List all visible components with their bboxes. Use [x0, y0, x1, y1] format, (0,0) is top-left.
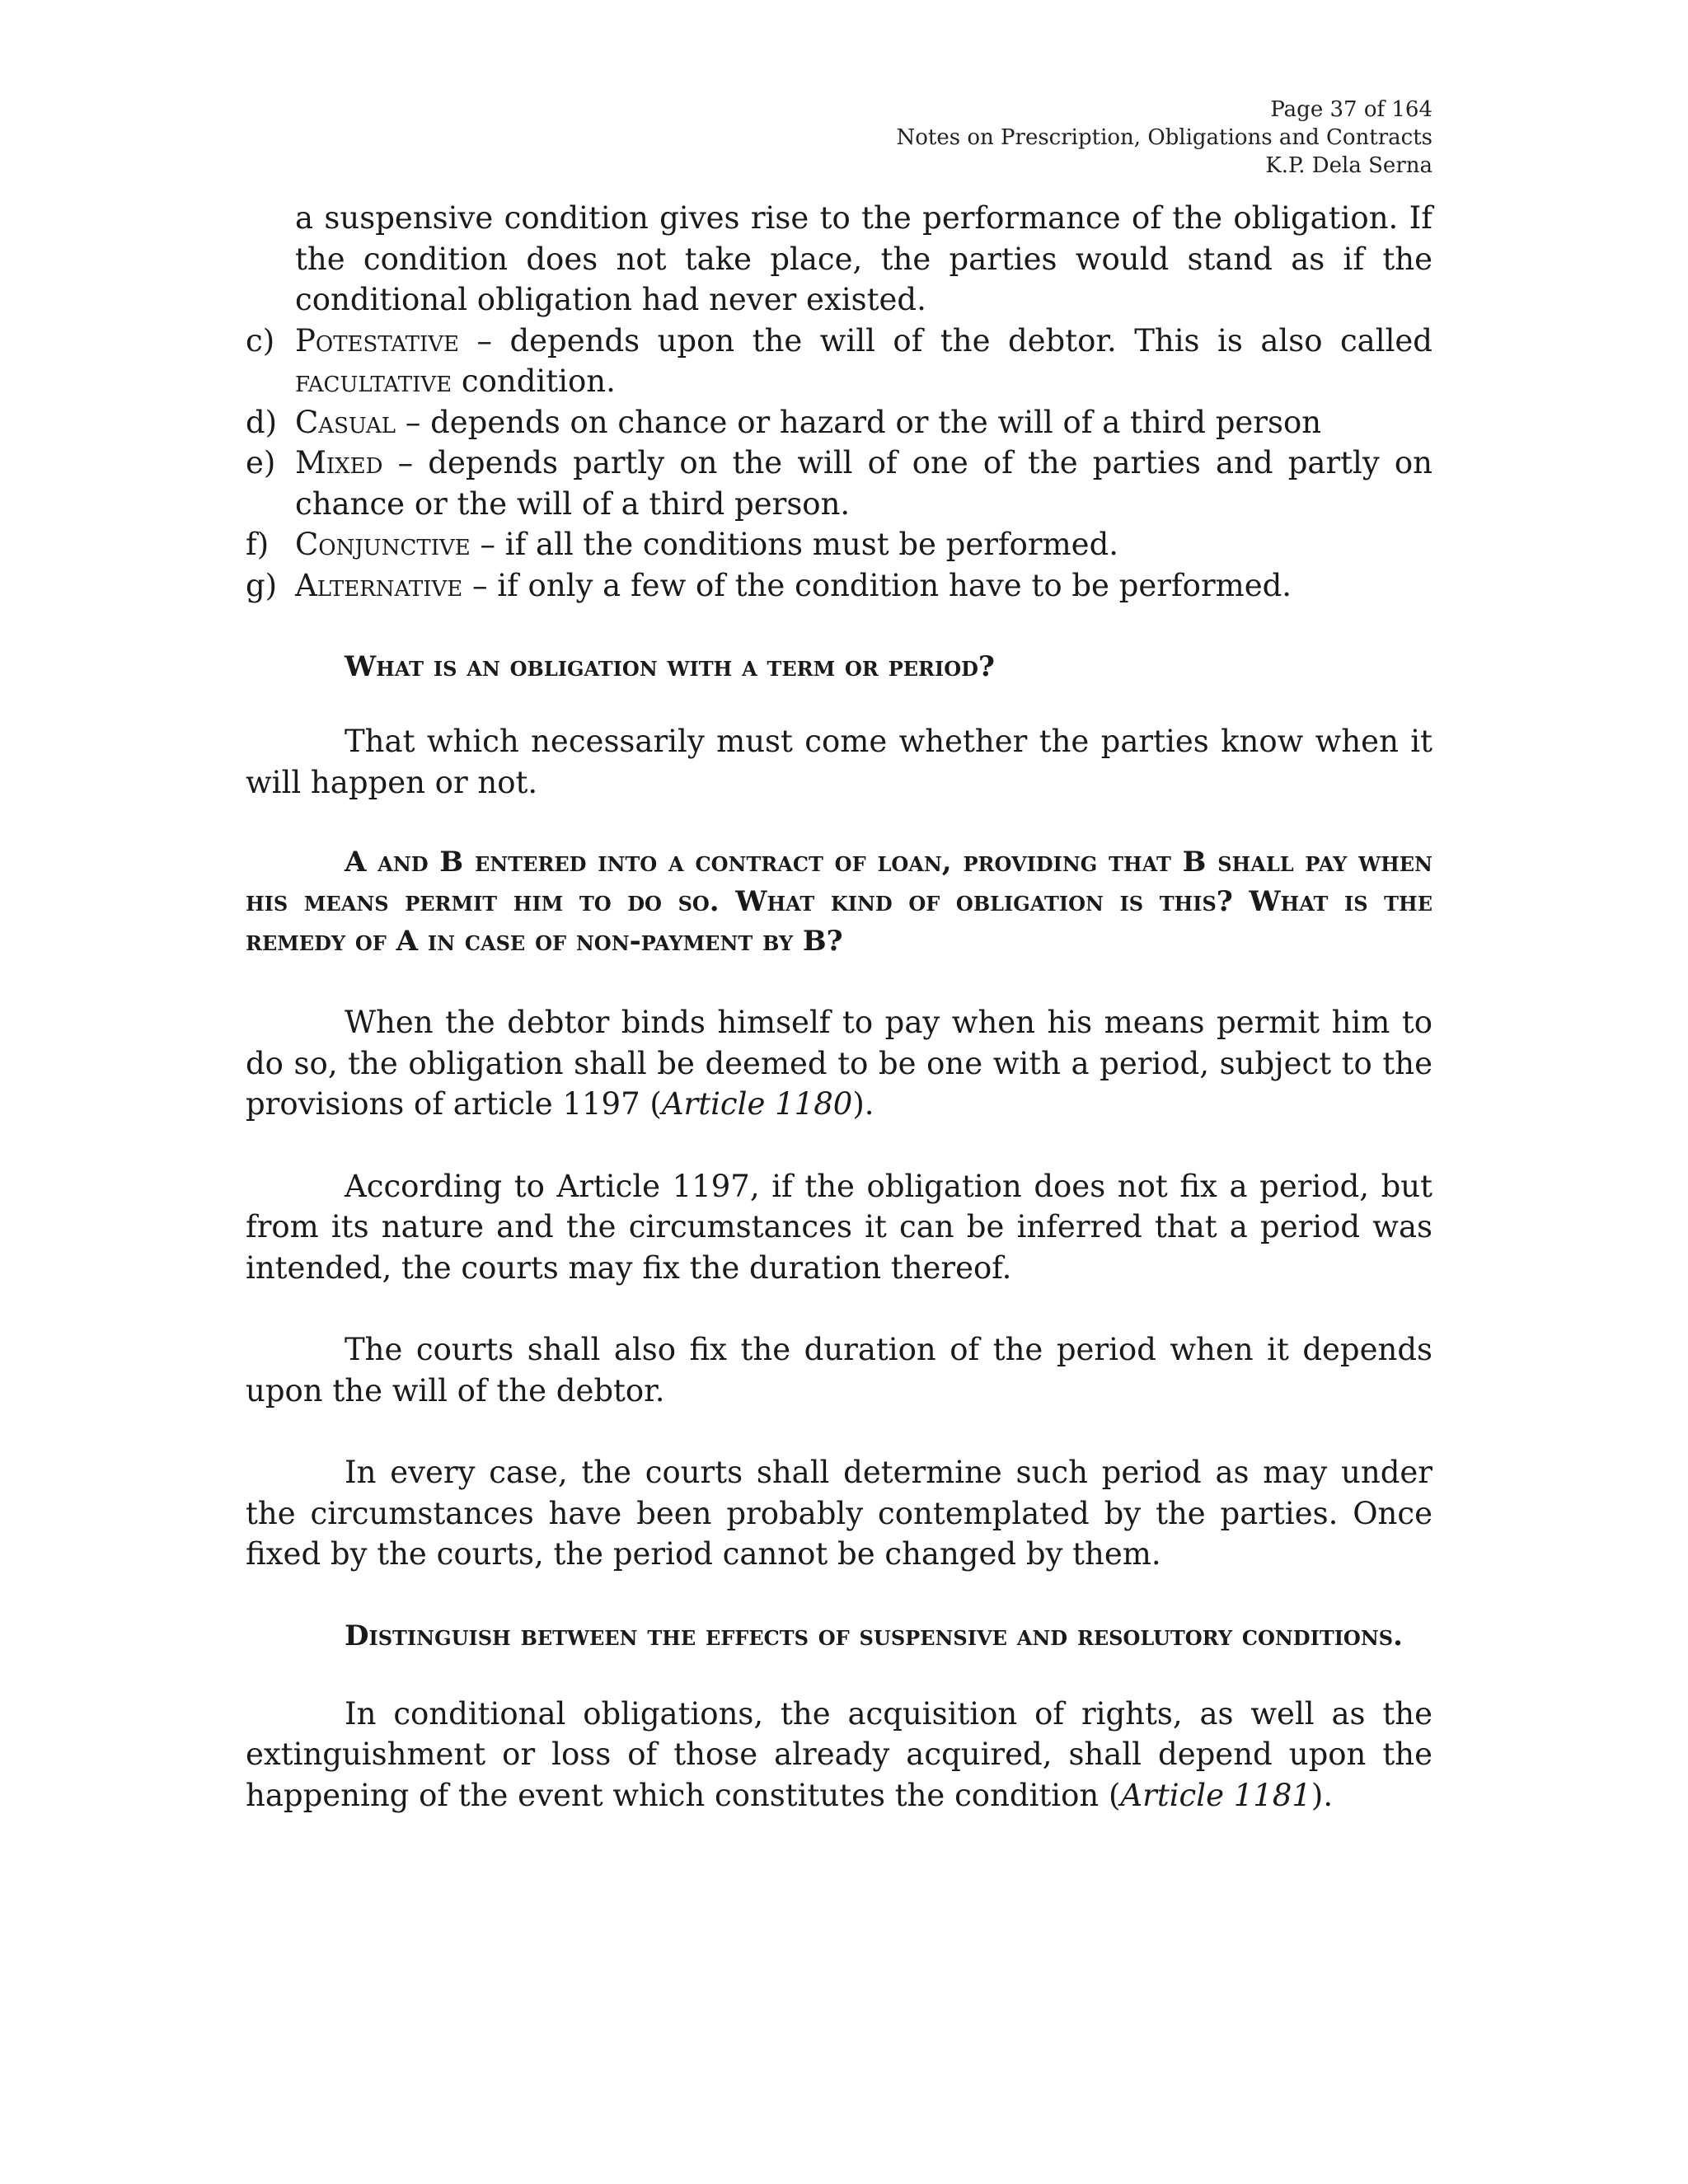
term: Mixed	[295, 445, 383, 480]
answer-text-end: ).	[1311, 1777, 1334, 1813]
answer-paragraph	[246, 1002, 1432, 1125]
citation: Article 1180	[661, 1086, 853, 1122]
list-marker: d)	[246, 404, 278, 440]
list-item	[246, 565, 1432, 607]
list-item-body	[295, 443, 1432, 524]
question-heading: A and B entered into a contract of loan, providing that B shall pay when his means permit him to do so. What kind of obligation is this? What is the remedy of A in case of non-payment by B?	[246, 846, 1432, 958]
item-text: – depends on chance or hazard or the will of a third person	[396, 404, 1322, 440]
list-item-body	[295, 524, 1432, 565]
answer-paragraph: That which necessarily must come whether the parties know when it will happen or not.	[246, 724, 1432, 800]
body-paragraph: The courts shall also fix the duration of the period when it depends upon the will of the debtor.	[246, 1332, 1432, 1408]
list-marker: c)	[246, 322, 275, 359]
condition-types-list	[246, 321, 1432, 607]
term: Casual	[295, 404, 396, 440]
list-item-body	[295, 565, 1432, 607]
list-marker: g)	[246, 567, 278, 603]
continued-paragraph: a suspensive condition gives rise to the performance of the obligation. If the condition does not take place, the parties would stand as if the conditional obligation had never existed.	[295, 200, 1432, 317]
question-heading: Distinguish between the effects of suspensive and resolutory conditions.	[345, 1619, 1403, 1652]
body-paragraph: According to Article 1197, if the obligation does not fix a period, but from its nature and the circumstances it can be inferred that a period was intended, the courts may fix the duration thereof.	[246, 1168, 1432, 1286]
item-text: – if only a few of the condition have to be performed.	[462, 567, 1292, 603]
list-marker: f)	[246, 527, 270, 562]
list-item	[246, 321, 1432, 402]
citation: Article 1181	[1120, 1777, 1311, 1813]
item-text-secondary: condition.	[452, 363, 616, 399]
page-header	[897, 96, 1432, 180]
answer-text: In conditional obligations, the acquisition of rights, as well as the extinguishment or loss of those already acquired, shall depend upon the happening of the event which constitutes the condition (	[246, 1695, 1432, 1813]
answer-text: When the debtor binds himself to pay when his means permit him to do so, the obligation shall be deemed to be one with a period, subject to the provisions of article 1197 (	[246, 1005, 1432, 1122]
list-item	[246, 443, 1432, 524]
item-text: – depends partly on the will of one of the parties and partly on chance or the will of a third person.	[295, 445, 1432, 522]
answer-text-end: ).	[852, 1086, 874, 1122]
term: Alternative	[295, 567, 463, 603]
item-text: – if all the conditions must be performed.	[470, 527, 1119, 562]
term: Conjunctive	[295, 527, 471, 562]
term-secondary: facultative	[295, 363, 452, 399]
page-number: Page 37 of 164	[1270, 97, 1432, 122]
list-item	[246, 524, 1432, 565]
item-text: – depends upon the will of the debtor. This is also called	[459, 322, 1432, 359]
document-title: Notes on Prescription, Obligations and Contracts	[896, 125, 1432, 150]
body-paragraph: In every case, the courts shall determine such period as may under the circumstances have been probably contemplated by the parties. Once fixed by the courts, the period cannot be changed by them.	[246, 1455, 1432, 1572]
list-item	[246, 402, 1432, 443]
author-name: K.P. Dela Serna	[1265, 153, 1432, 178]
list-marker: e)	[246, 445, 276, 480]
page-body	[246, 198, 1432, 1816]
question-heading: What is an obligation with a term or period?	[345, 650, 995, 683]
term: Potestative	[295, 322, 459, 359]
answer-paragraph	[246, 1694, 1432, 1816]
list-item-body	[295, 402, 1432, 443]
list-item-body	[295, 321, 1432, 402]
